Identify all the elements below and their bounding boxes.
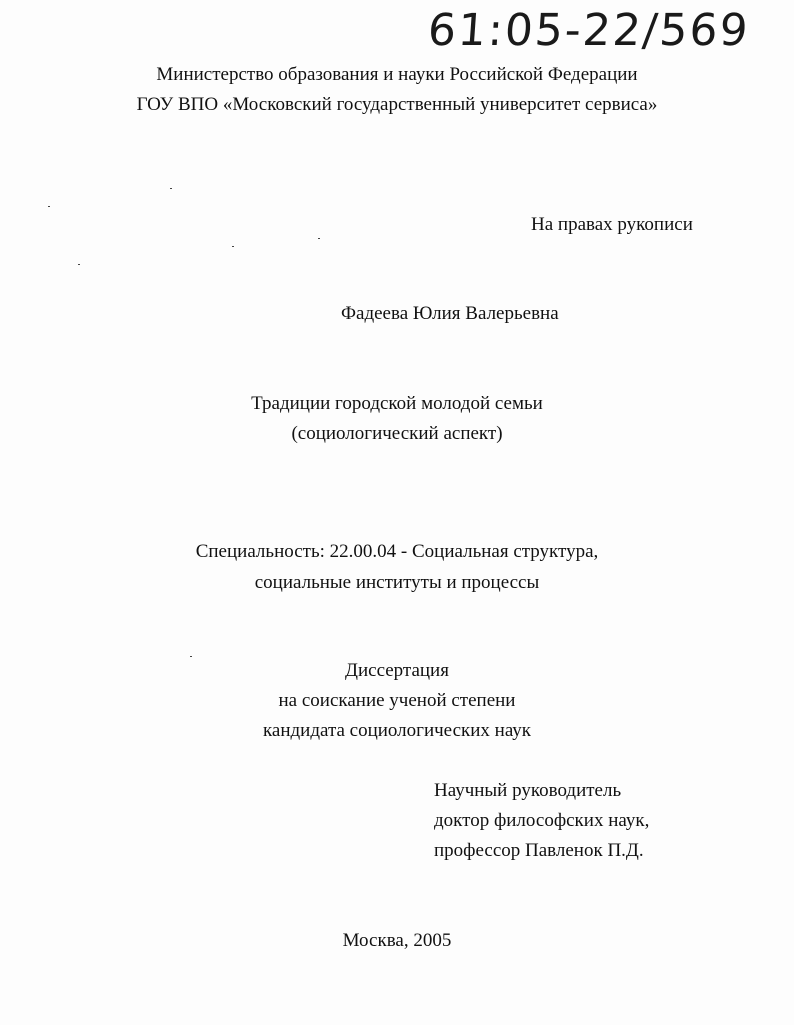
specialty-line-2: социальные институты и процессы (254, 572, 540, 593)
scan-speck (318, 238, 320, 239)
supervisor-line-2: доктор философских наук, (434, 810, 650, 831)
ministry-name: Министерство образования и науки Российской Федерации (156, 64, 638, 85)
degree-line-2: на соискание ученой степени (278, 690, 516, 711)
degree-line-3: кандидата социологических наук (262, 720, 532, 741)
manuscript-note: На правах рукописи (531, 214, 693, 235)
place-and-year: Москва, 2005 (342, 930, 452, 951)
degree-line-1: Диссертация (345, 660, 449, 681)
supervisor-line-1: Научный руководитель (434, 780, 622, 801)
scan-speck (190, 656, 192, 657)
author-name: Фадеева Юлия Валерьевна (341, 303, 559, 324)
specialty-line-1: Специальность: 22.00.04 - Социальная структура, (195, 541, 599, 562)
thesis-title-line-1: Традиции городской молодой семьи (251, 393, 543, 414)
scan-speck (170, 188, 172, 189)
scan-speck (78, 264, 80, 265)
scan-speck (232, 246, 234, 247)
university-name: ГОУ ВПО «Московский государственный университет сервиса» (136, 94, 658, 115)
archive-number-handwritten: 61:05-22/569 (426, 5, 752, 56)
supervisor-line-3: профессор Павленок П.Д. (434, 840, 644, 861)
thesis-title-line-2: (социологический аспект) (291, 423, 503, 444)
scan-speck (48, 206, 50, 207)
